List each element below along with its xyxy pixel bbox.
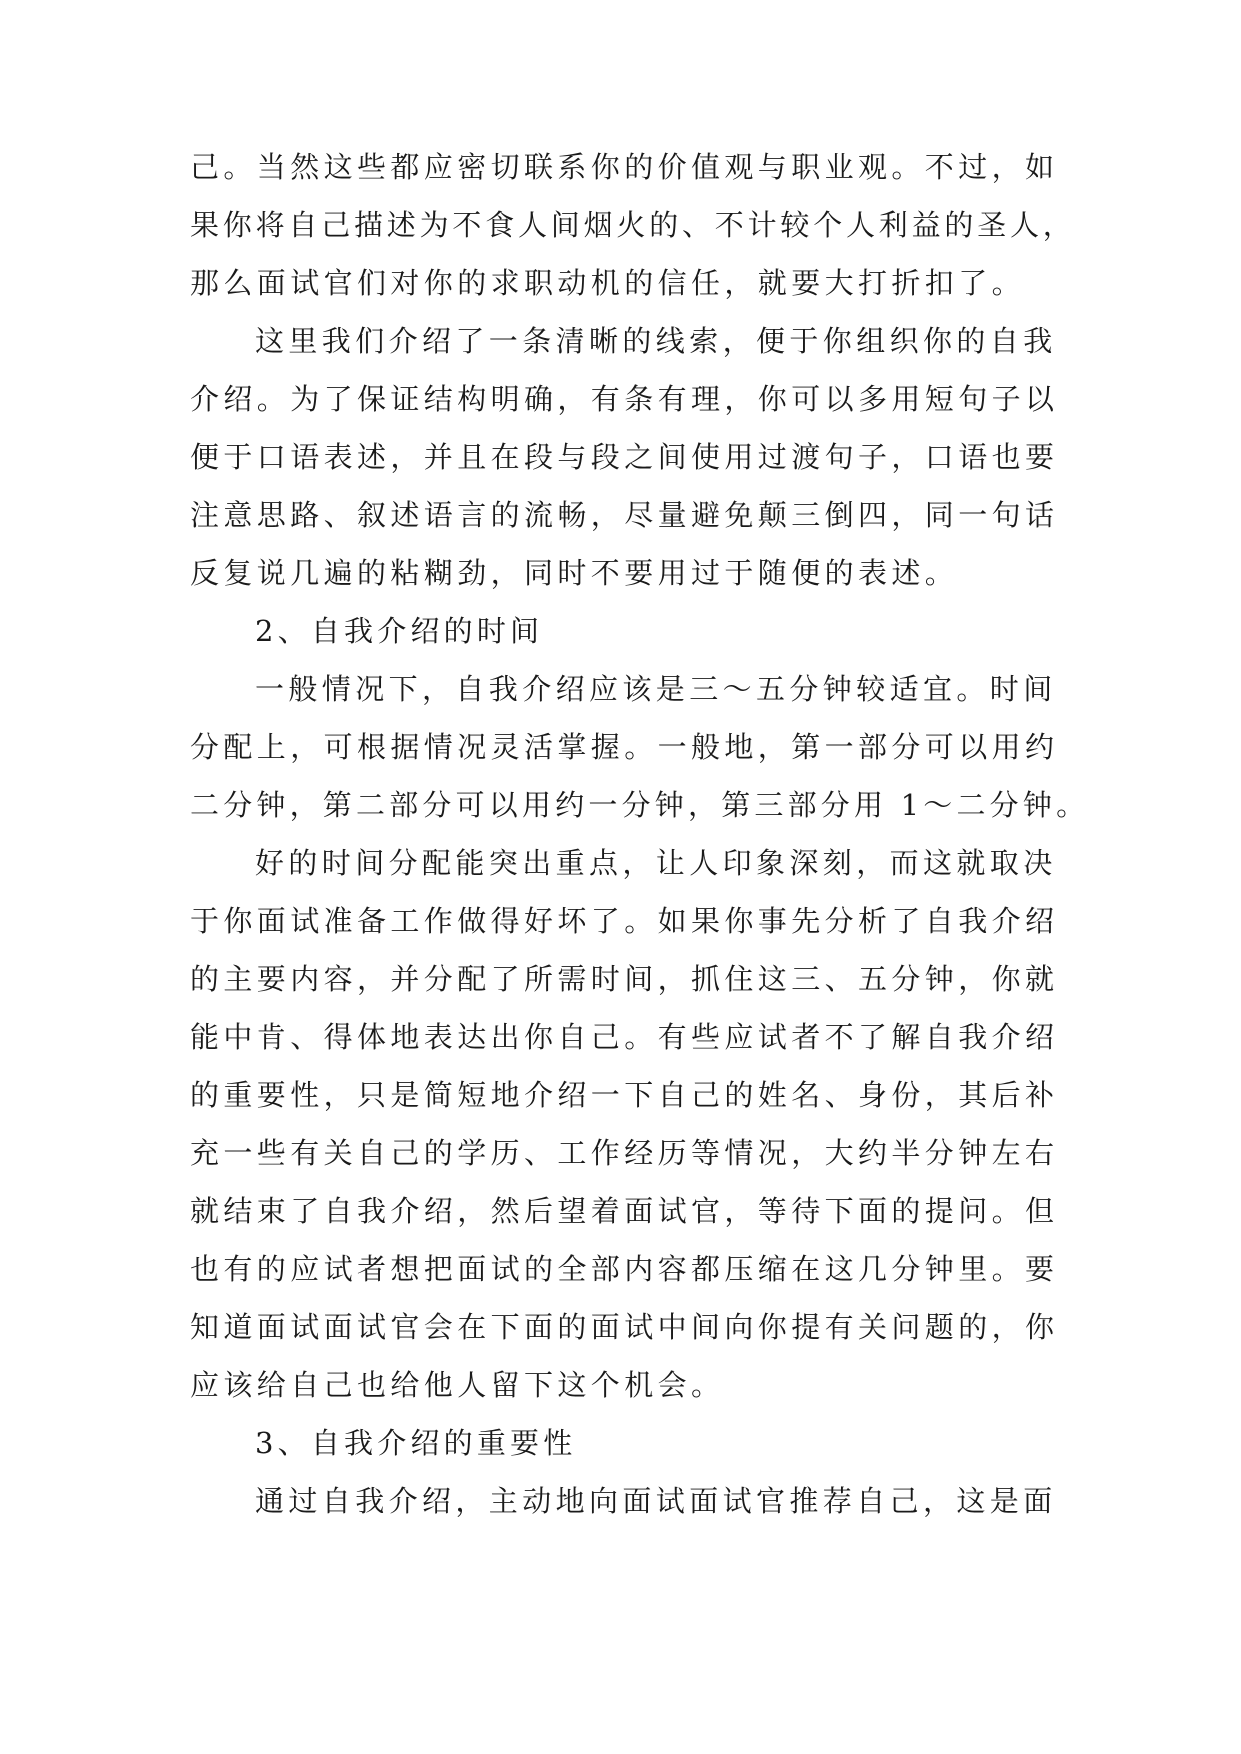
- paragraph-first-line: 这里我们介绍了一条清晰的线索，便于你组织你的自我: [255, 324, 1057, 358]
- text-line: 就结束了自我介绍，然后望着面试官，等待下面的提问。但: [190, 1194, 1059, 1228]
- text-line: 二分钟，第二部分可以用约一分钟，第三部分用 1～二分钟。: [190, 788, 1090, 822]
- text-line: 己。当然这些都应密切联系你的价值观与职业观。不过，如: [190, 150, 1059, 184]
- text-line: 的重要性，只是简短地介绍一下自己的姓名、身份，其后补: [190, 1078, 1059, 1112]
- text-line: 分配上，可根据情况灵活掌握。一般地，第一部分可以用约: [190, 730, 1059, 764]
- text-line: 反复说几遍的粘糊劲，同时不要用过于随便的表述。: [190, 556, 959, 590]
- text-line: 知道面试面试官会在下面的面试中间向你提有关问题的，你: [190, 1310, 1059, 1344]
- text-line: 也有的应试者想把面试的全部内容都压缩在这几分钟里。要: [190, 1252, 1059, 1286]
- text-line: 那么面试官们对你的求职动机的信任，就要大打折扣了。: [190, 266, 1026, 300]
- text-line: 便于口语表述，并且在段与段之间使用过渡句子，口语也要: [190, 440, 1059, 474]
- section-heading: 2、自我介绍的时间: [255, 614, 544, 648]
- section-heading: 3、自我介绍的重要性: [255, 1426, 577, 1460]
- text-line: 的主要内容，并分配了所需时间，抓住这三、五分钟，你就: [190, 962, 1059, 996]
- text-line: 注意思路、叙述语言的流畅，尽量避免颠三倒四，同一句话: [190, 498, 1059, 532]
- paragraph-first-line: 一般情况下，自我介绍应该是三～五分钟较适宜。时间: [255, 672, 1057, 706]
- text-line: 介绍。为了保证结构明确，有条有理，你可以多用短句子以: [190, 382, 1059, 416]
- text-line: 充一些有关自己的学历、工作经历等情况，大约半分钟左右: [190, 1136, 1059, 1170]
- paragraph-first-line: 好的时间分配能突出重点，让人印象深刻，而这就取决: [255, 846, 1057, 880]
- paragraph-first-line: 通过自我介绍，主动地向面试面试官推荐自己，这是面: [255, 1484, 1057, 1518]
- text-line: 能中肯、得体地表达出你自己。有些应试者不了解自我介绍: [190, 1020, 1059, 1054]
- text-line: 于你面试准备工作做得好坏了。如果你事先分析了自我介绍: [190, 904, 1059, 938]
- text-line: 应该给自己也给他人留下这个机会。: [190, 1368, 725, 1402]
- text-line: 果你将自己描述为不食人间烟火的、不计较个人利益的圣人，: [190, 208, 1076, 242]
